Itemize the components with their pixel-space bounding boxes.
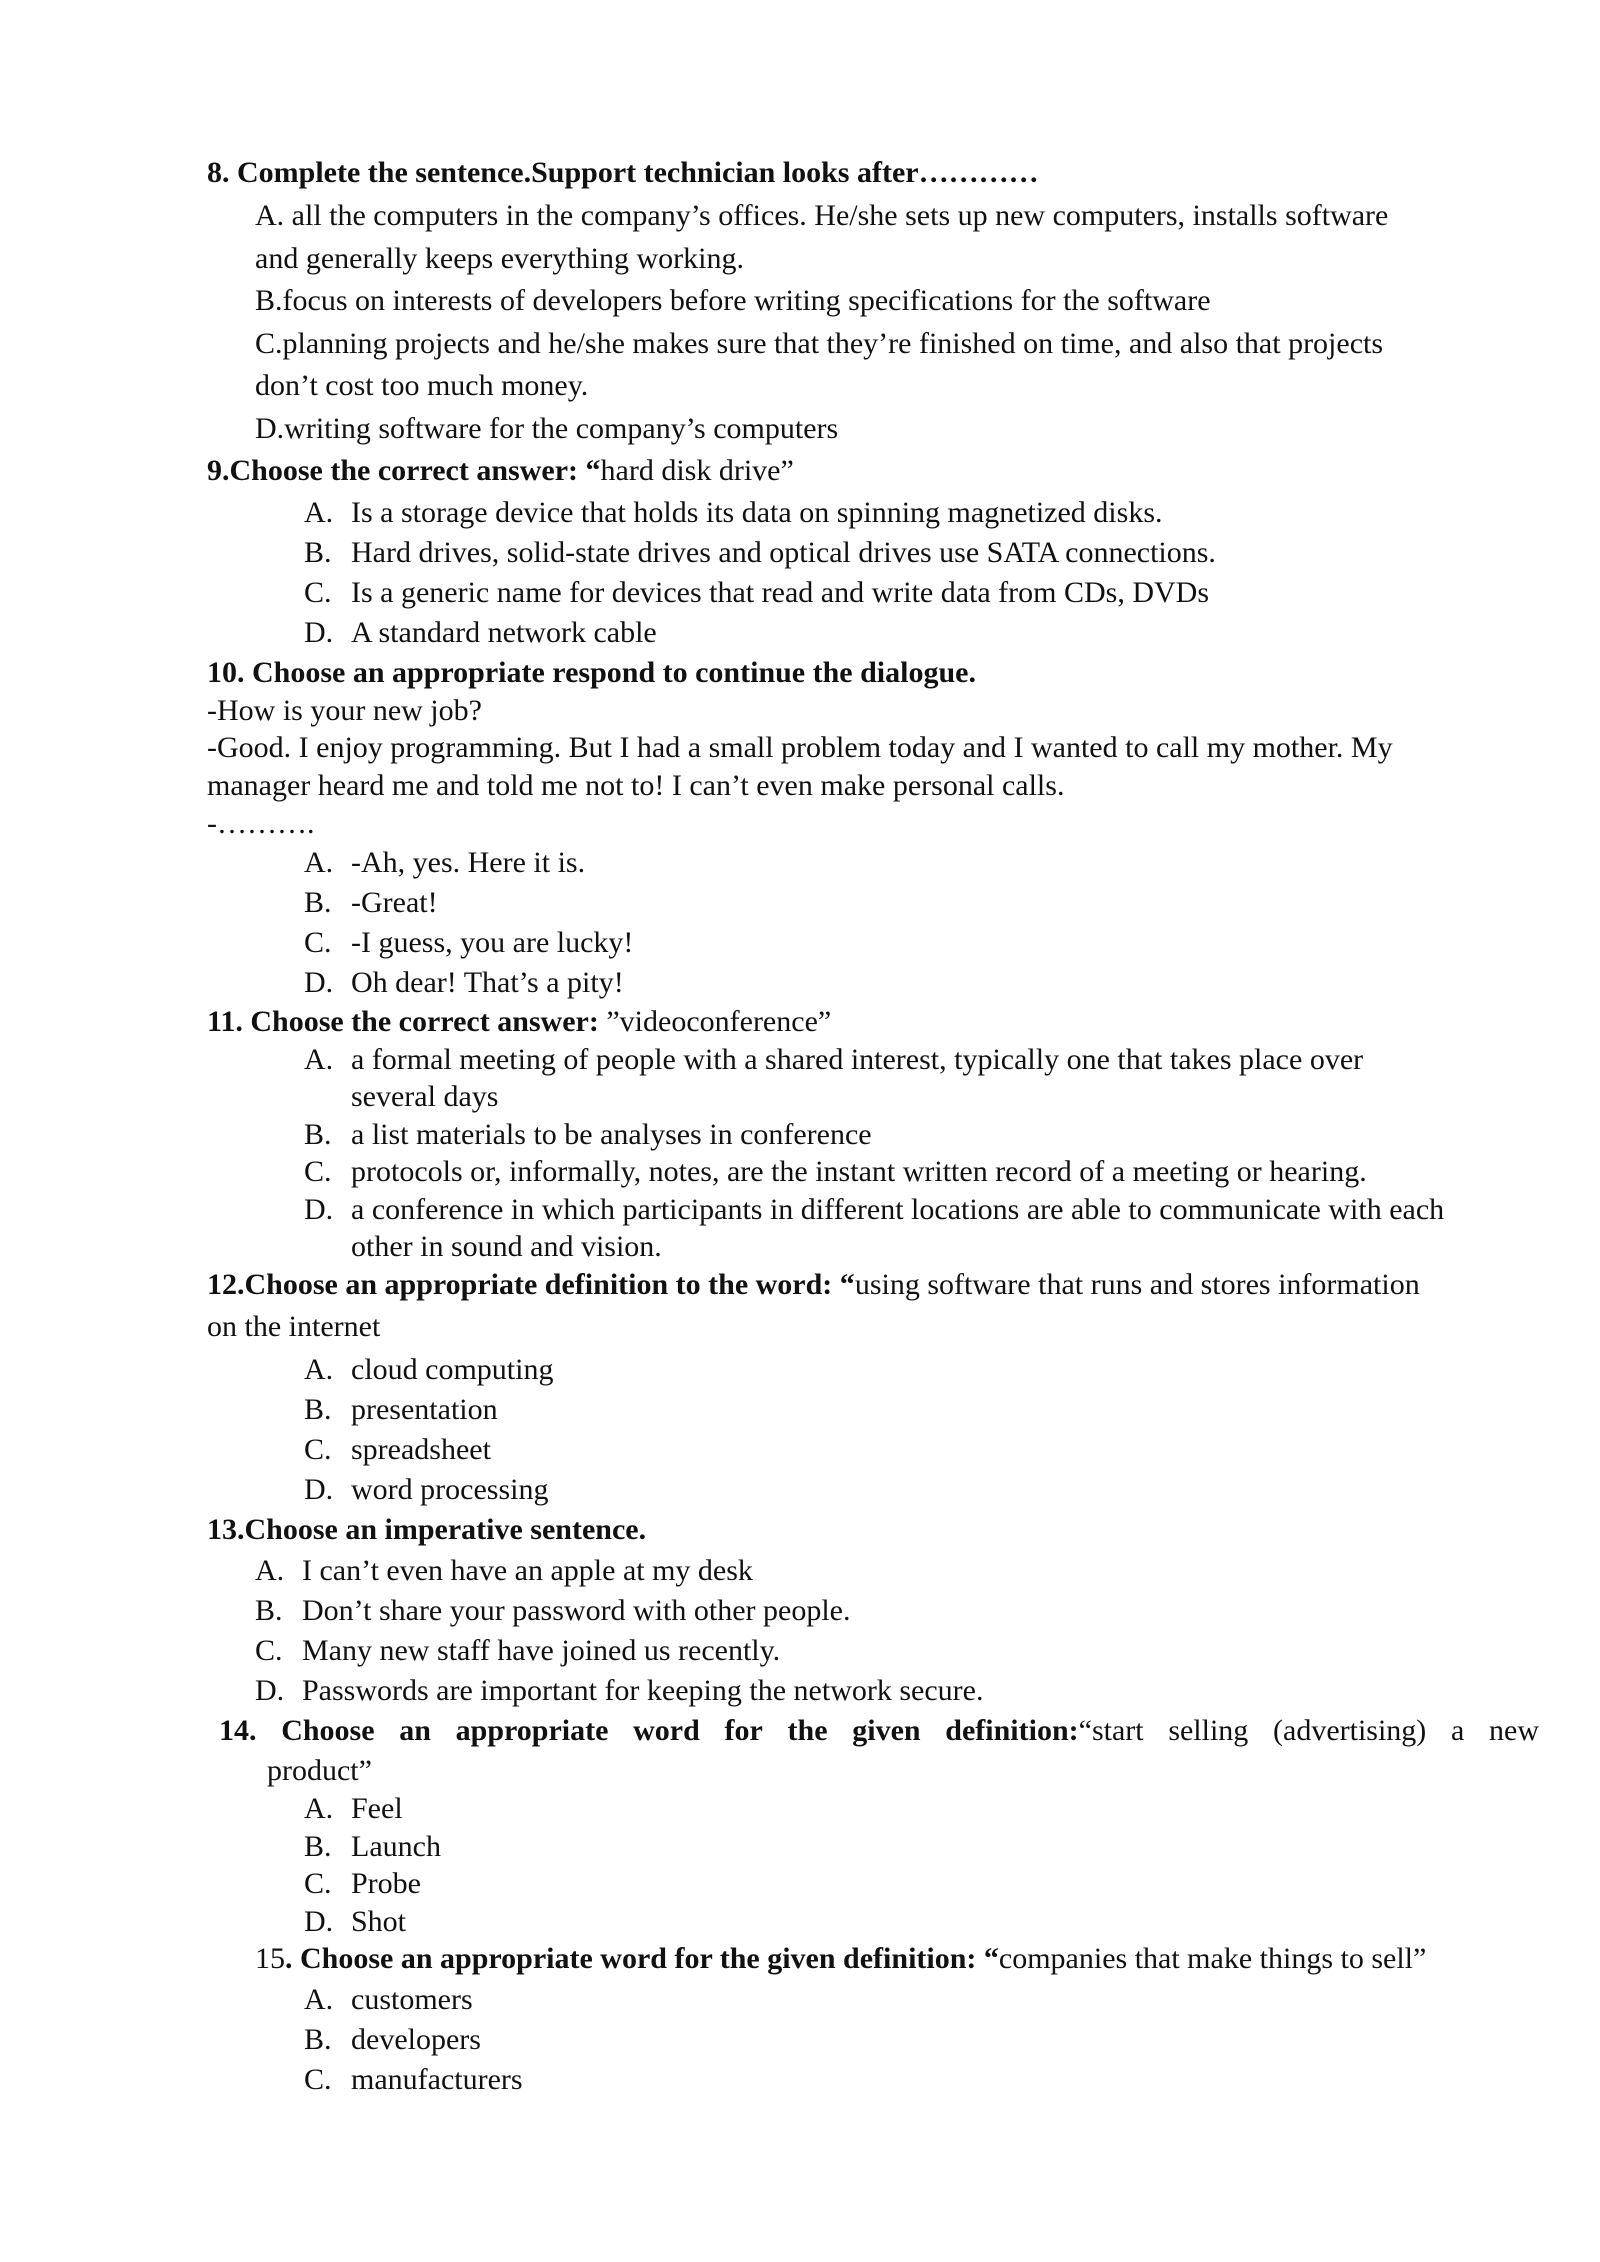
option-marker: D.	[255, 1674, 285, 1707]
option-text: presentation	[351, 1393, 498, 1426]
question-9-stem-bold: 9.Choose the correct answer: “	[207, 454, 601, 487]
option-text: Is a generic name for devices that read and write data from CDs, DVDs	[351, 576, 1210, 609]
option-text: manufacturers	[351, 2063, 523, 2096]
option-text: Many new staff have joined us recently.	[302, 1634, 781, 1667]
question-14-option-c	[304, 1865, 421, 1903]
stem-word: definition:	[945, 1714, 1079, 1747]
option-text: -I guess, you are lucky!	[351, 926, 634, 959]
option-marker: A.	[304, 1983, 334, 2016]
option-text: spreadsheet	[351, 1433, 491, 1466]
option-marker: D.	[304, 616, 334, 649]
option-text: Passwords are important for keeping the network secure.	[302, 1674, 984, 1707]
question-12-option-c	[304, 1431, 491, 1469]
option-marker: A.	[304, 1792, 334, 1825]
question-12-option-b	[304, 1391, 498, 1429]
option-marker: A.	[255, 1554, 285, 1587]
question-14-option-a	[304, 1790, 403, 1828]
dialogue-line-1: -How is your new job?	[207, 694, 482, 727]
question-9-option-a	[304, 494, 1163, 532]
option-text: I can’t even have an apple at my desk	[302, 1554, 753, 1587]
dialogue-line-4: -……….	[207, 807, 315, 840]
option-text: Probe	[351, 1867, 421, 1900]
option-text: -Great!	[351, 886, 438, 919]
option-marker: B.	[304, 2023, 332, 2056]
option-marker: C.	[304, 1433, 332, 1466]
question-15-option-a	[304, 1981, 473, 2019]
option-text: Launch	[351, 1830, 441, 1863]
question-13-option-d	[255, 1672, 983, 1710]
question-13-option-a	[255, 1552, 753, 1590]
option-text: cloud computing	[351, 1353, 554, 1386]
question-8-option-b: B.focus on interests of developers before writing specifications for the software	[255, 284, 1211, 317]
stem-word: a	[1451, 1714, 1465, 1747]
question-10-option-d	[304, 964, 624, 1002]
question-11-stem	[207, 1003, 831, 1041]
option-marker: B.	[304, 886, 332, 919]
question-11-option-d	[304, 1191, 1444, 1229]
stem-word: (advertising)	[1273, 1714, 1427, 1747]
option-marker: B.	[304, 1830, 332, 1863]
option-marker: A.	[304, 496, 334, 529]
option-marker: C.	[304, 576, 332, 609]
option-marker: B.	[304, 1393, 332, 1426]
option-text: a formal meeting of people with a shared interest, typically one that takes place over	[351, 1043, 1364, 1076]
option-text: a list materials to be analyses in conference	[351, 1118, 872, 1151]
option-text: word processing	[351, 1473, 549, 1506]
question-15-option-b	[304, 2021, 481, 2059]
question-14-option-d	[304, 1903, 406, 1941]
option-text: Don’t share your password with other people.	[302, 1594, 851, 1627]
option-marker: D.	[304, 1473, 334, 1506]
stem-word: for	[724, 1714, 763, 1747]
stem-word: the	[787, 1714, 828, 1747]
option-marker: D.	[304, 1905, 334, 1938]
option-marker: A.	[304, 1043, 334, 1076]
question-10-option-a	[304, 844, 585, 882]
question-9-option-d	[304, 614, 657, 652]
option-text: Oh dear! That’s a pity!	[351, 966, 624, 999]
option-marker: C.	[304, 926, 332, 959]
question-9-option-c	[304, 574, 1209, 612]
question-11-option-d-cont: other in sound and vision.	[351, 1230, 662, 1263]
question-12-stem-definition: using software that runs and stores information	[854, 1268, 1420, 1301]
question-11-option-a	[304, 1041, 1363, 1079]
question-12-stem-cont: on the internet	[207, 1310, 381, 1343]
option-marker: B.	[255, 1594, 283, 1627]
option-marker: D.	[304, 1193, 334, 1226]
option-text: A standard network cable	[351, 616, 657, 649]
dialogue-line-2: -Good. I enjoy programming. But I had a small problem today and I wanted to call my mother. My	[207, 731, 1393, 764]
option-text: customers	[351, 1983, 473, 2016]
question-8-option-c: C.planning projects and he/she makes sure that they’re finished on time, and also that projects	[255, 327, 1384, 360]
question-11-option-a-cont: several days	[351, 1080, 499, 1113]
question-9-stem-term: hard disk drive”	[600, 454, 794, 487]
option-text: protocols or, informally, notes, are the instant written record of a meeting or hearing.	[351, 1155, 1367, 1188]
option-marker: C.	[255, 1634, 283, 1667]
question-15-stem-definition: companies that make things to sell”	[998, 1942, 1427, 1975]
option-marker: A.	[304, 1353, 334, 1386]
stem-word: word	[633, 1714, 700, 1747]
question-12-option-d	[304, 1471, 548, 1509]
question-11-stem-bold: 11. Choose the correct answer:	[207, 1005, 599, 1038]
dialogue-line-3: manager heard me and told me not to! I can’t even make personal calls.	[207, 769, 1065, 802]
question-13-stem: 13.Choose an imperative sentence.	[207, 1513, 647, 1546]
question-15-option-c	[304, 2061, 523, 2099]
question-11-option-c	[304, 1153, 1367, 1191]
option-marker: A.	[304, 846, 334, 879]
question-11-stem-term: ”videoconference”	[598, 1005, 832, 1038]
question-14-option-b	[304, 1828, 441, 1866]
question-9-option-b	[304, 534, 1216, 572]
question-14-stem	[219, 1712, 1539, 1750]
question-11-option-b	[304, 1116, 872, 1154]
option-text: Shot	[351, 1905, 407, 1938]
question-12-stem	[207, 1266, 1420, 1304]
stem-word: selling	[1168, 1714, 1249, 1747]
stem-word: “start	[1078, 1714, 1144, 1747]
question-8-option-a: A. all the computers in the company’s offices. He/she sets up new computers, installs software	[255, 199, 1389, 232]
question-10-option-c	[304, 924, 633, 962]
option-marker: C.	[304, 1155, 332, 1188]
option-text: Is a storage device that holds its data on spinning magnetized disks.	[351, 496, 1163, 529]
question-15-stem	[255, 1940, 1426, 1978]
option-text: Feel	[351, 1792, 403, 1825]
stem-word: an	[399, 1714, 431, 1747]
option-marker: D.	[304, 966, 334, 999]
option-marker: C.	[304, 2063, 332, 2096]
option-marker: C.	[304, 1867, 332, 1900]
question-12-option-a	[304, 1351, 553, 1389]
stem-word: new	[1489, 1714, 1540, 1747]
option-marker: B.	[304, 536, 332, 569]
stem-word: Choose	[281, 1714, 375, 1747]
option-text: developers	[351, 2023, 481, 2056]
question-15-stem-bold: . Choose an appropriate word for the given definition: “	[285, 1942, 999, 1975]
question-10-option-b	[304, 884, 438, 922]
option-text: -Ah, yes. Here it is.	[351, 846, 586, 879]
option-text: a conference in which participants in different locations are able to communicate with each	[351, 1193, 1445, 1226]
question-10-stem: 10. Choose an appropriate respond to continue the dialogue.	[207, 656, 976, 689]
question-8-option-c-cont: don’t cost too much money.	[255, 369, 589, 402]
question-13-option-c	[255, 1632, 780, 1670]
question-8-stem: 8. Complete the sentence.Support technician looks after…………	[207, 156, 1039, 189]
question-8-option-d: D.writing software for the company’s computers	[255, 412, 839, 445]
stem-word: appropriate	[455, 1714, 609, 1747]
option-text: Hard drives, solid-state drives and optical drives use SATA connections.	[351, 536, 1216, 569]
stem-word: given	[852, 1714, 921, 1747]
option-marker: B.	[304, 1118, 332, 1151]
question-15-number: 15	[255, 1942, 285, 1975]
question-9-stem	[207, 452, 794, 490]
question-12-stem-bold: 12.Choose an appropriate definition to the word: “	[207, 1268, 855, 1301]
question-8-option-a-cont: and generally keeps everything working.	[255, 242, 745, 275]
question-14-stem-cont: product”	[267, 1754, 372, 1787]
question-13-option-b	[255, 1592, 851, 1630]
stem-word: 14.	[219, 1714, 257, 1747]
